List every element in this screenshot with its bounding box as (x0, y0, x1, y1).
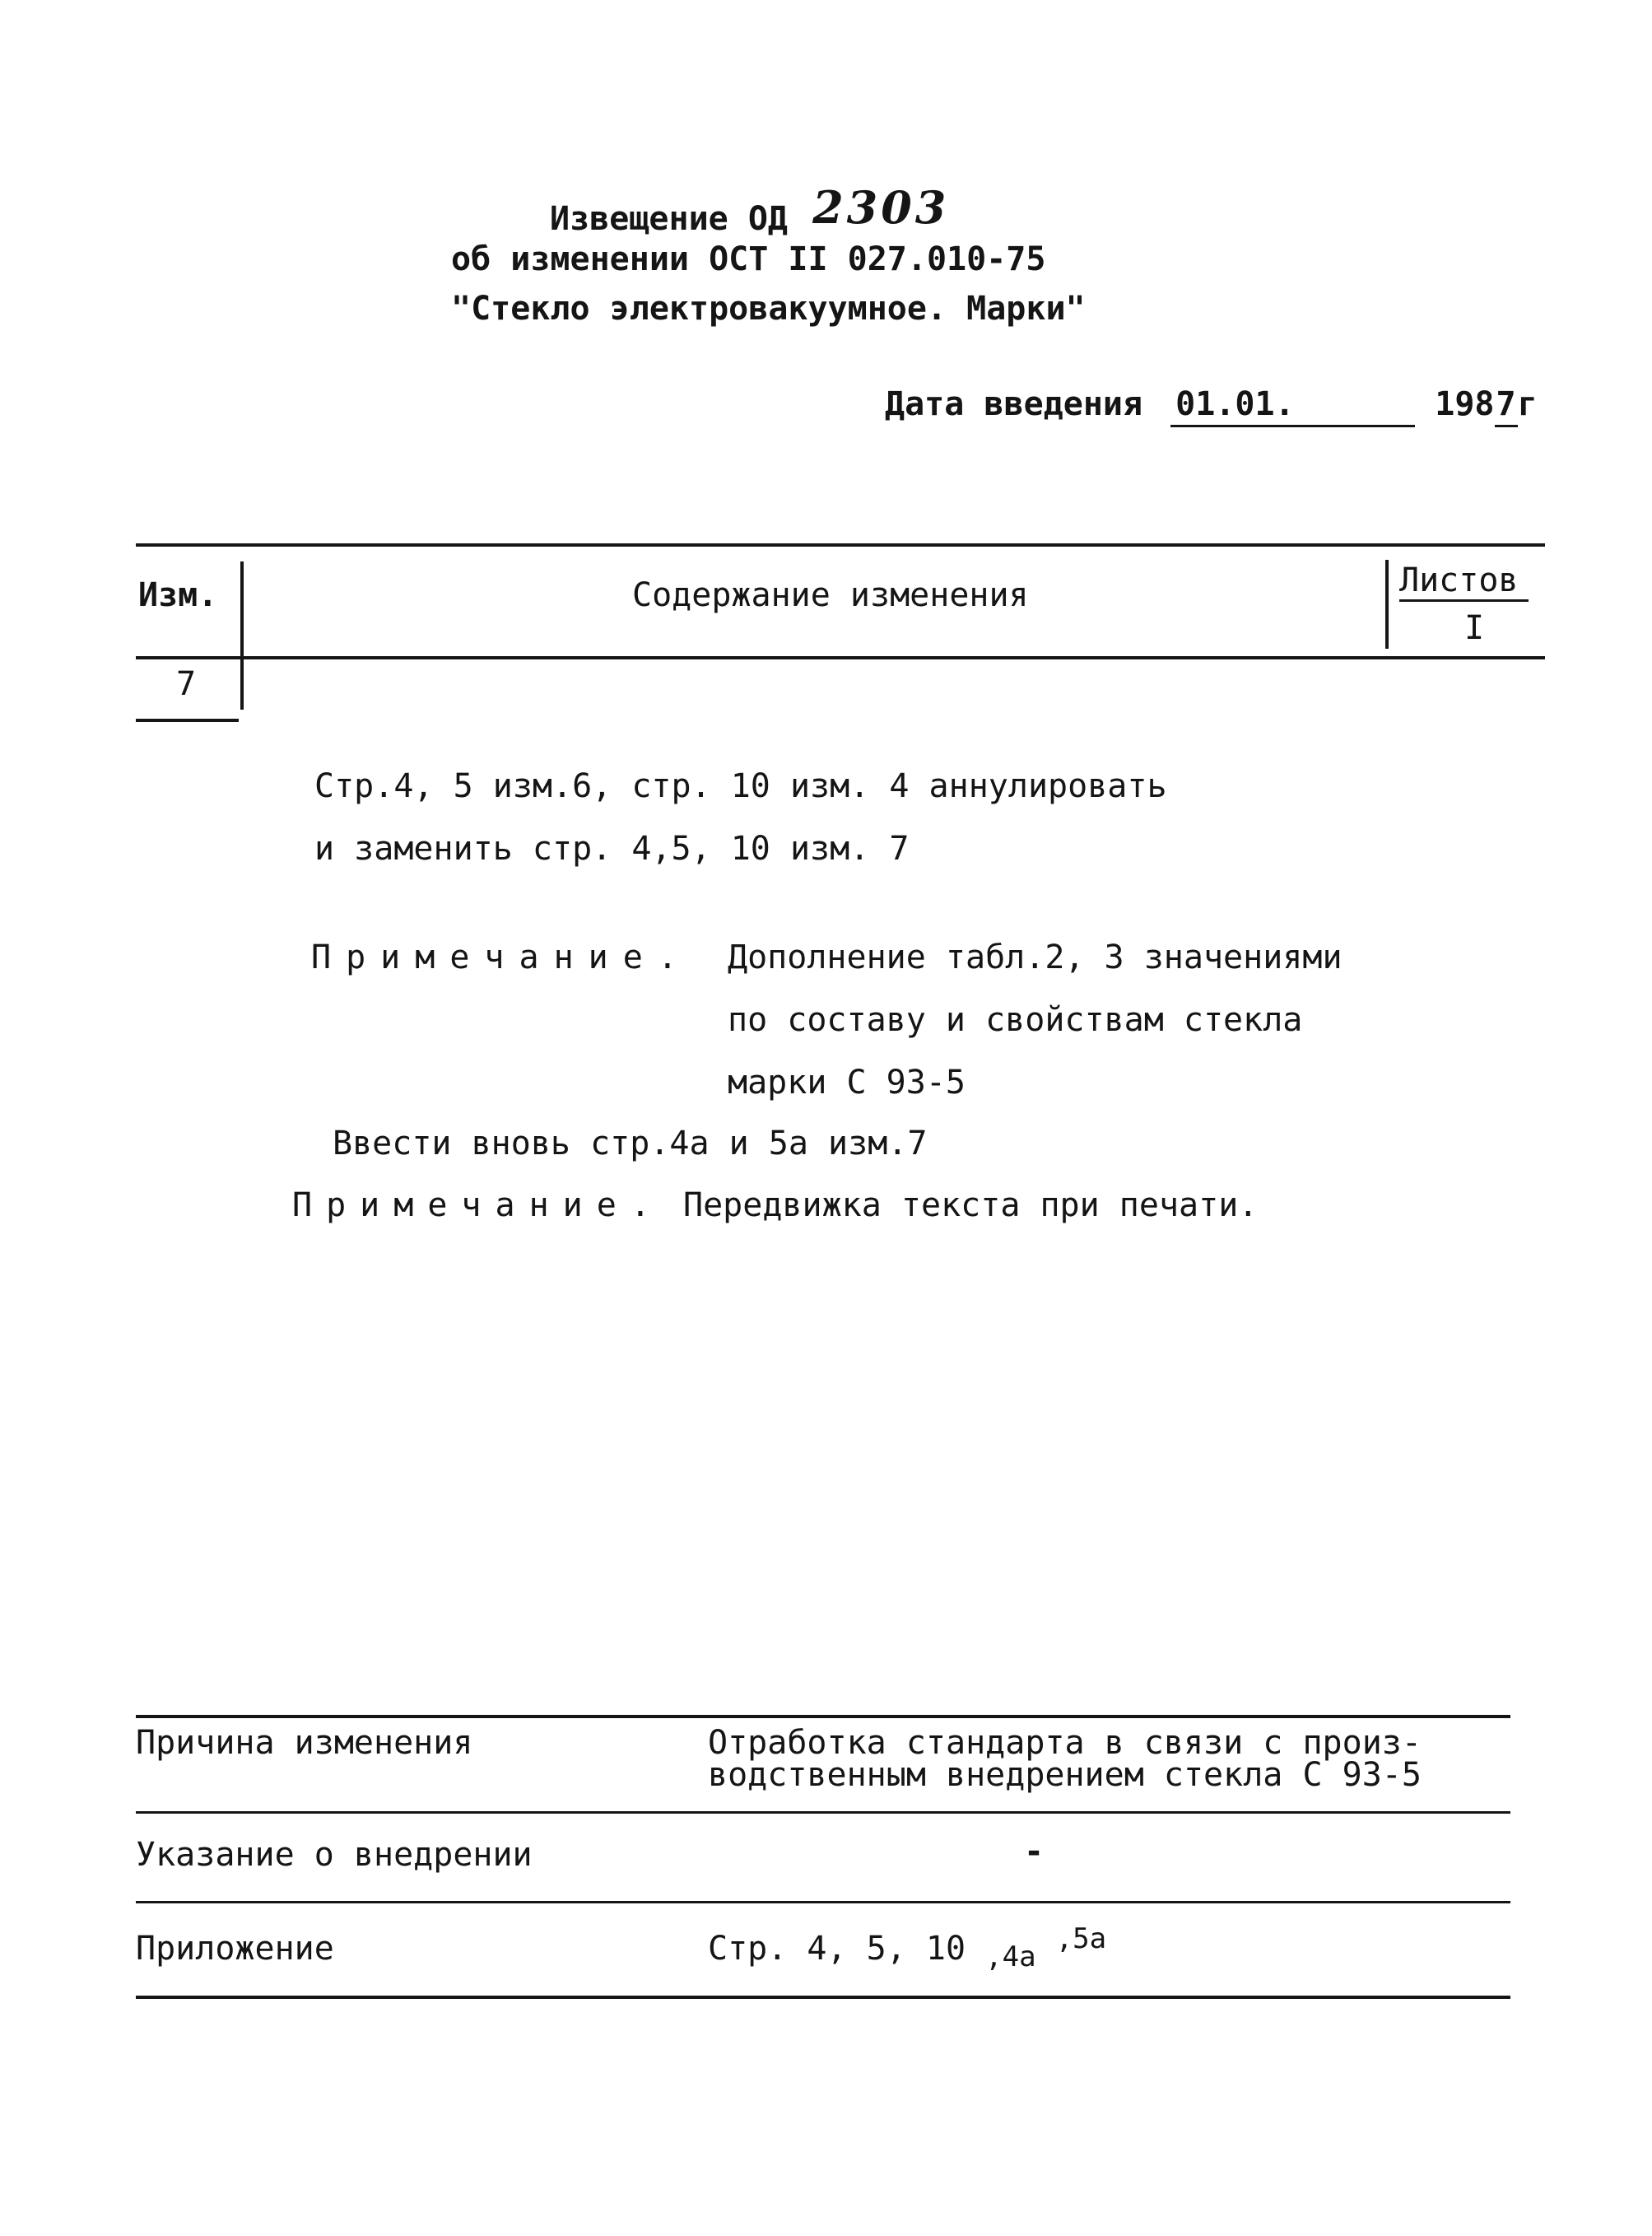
footer-rule-4 (136, 1996, 1510, 1999)
notice-title-prefix: Извещение ОД (550, 200, 788, 238)
sheets-label: Листов (1399, 561, 1529, 602)
note-1-line-3: марки С 93-5 (728, 1064, 966, 1102)
sheets-header (1399, 561, 1547, 602)
note-2-text: Передвижка текста при печати. (683, 1186, 1259, 1224)
appendix-page-5a: ,5а (1055, 1922, 1107, 1955)
body-line-1: Стр.4, 5 изм.6, стр. 10 изм. 4 аннулировать (314, 767, 1167, 805)
izm-value: 7 (176, 665, 197, 703)
reason-line-1: Отработка стандарта в связи с произ- (708, 1724, 1422, 1762)
notice-title (550, 181, 950, 240)
note-2-label: Примечание. (292, 1186, 664, 1224)
date-year-unit: г (1517, 385, 1538, 423)
date-day-month-value: 01.01. (1175, 385, 1295, 423)
date-year-suffix: 7 (1495, 385, 1518, 427)
reason-line-2: водственным внедрением стекла С 93-5 (708, 1756, 1422, 1794)
appendix-value (708, 1922, 1107, 1973)
date-of-introduction (885, 385, 1538, 427)
table-top-rule (136, 543, 1545, 547)
footer-rule-2 (136, 1811, 1510, 1814)
body-line-2: и заменить стр. 4,5, 10 изм. 7 (314, 830, 910, 868)
footer-rule-1 (136, 1715, 1510, 1718)
implementation-value: - (1024, 1833, 1045, 1870)
note-1-label: Примечание. (311, 939, 692, 976)
sheets-column-divider (1385, 560, 1389, 649)
appendix-page-4a: ,4а (985, 1940, 1036, 1973)
appendix-label: Приложение (136, 1930, 334, 1968)
date-day-month (1170, 385, 1415, 427)
table-mid-rule (136, 656, 1545, 659)
izm-bottom-rule (136, 719, 239, 722)
content-header: Содержание изменения (632, 576, 1029, 614)
note-1-line-2: по составу и свойствам стекла (728, 1001, 1303, 1039)
standard-title: "Стекло электровакуумное. Марки" (451, 290, 1086, 328)
sheets-value: I (1464, 609, 1485, 647)
notice-number: 2303 (812, 181, 950, 234)
izm-column-divider (240, 561, 244, 710)
reason-label: Причина изменения (136, 1724, 473, 1762)
izm-header: Изм. (138, 576, 218, 614)
implementation-label: Указание о внедрении (136, 1836, 533, 1874)
date-year-prefix: 198 (1435, 385, 1495, 423)
note-1-line-1: Дополнение табл.2, 3 значениями (728, 939, 1343, 976)
body-line-3: Ввести вновь стр.4а и 5а изм.7 (333, 1125, 928, 1162)
appendix-pages: Стр. 4, 5, 10 (708, 1930, 966, 1968)
date-label: Дата введения (885, 385, 1143, 423)
notice-subtitle: об изменении ОСТ II 027.010-75 (451, 240, 1046, 278)
footer-rule-3 (136, 1901, 1510, 1903)
